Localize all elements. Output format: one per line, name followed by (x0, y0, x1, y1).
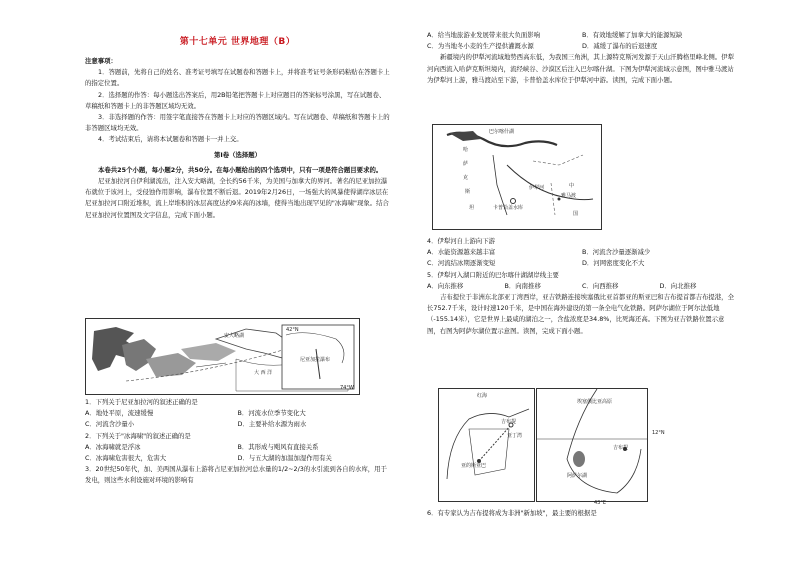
notice-item: 1．答题前，先将自己的姓名、准考证号填写在试题卷和答题卡上，并将准考证号条形码粘贴在答题卡上的指定位置。 (85, 68, 390, 88)
lon-label: 74°W (340, 385, 354, 391)
q1-option-a: A．地处平原，流速缓慢 (85, 409, 154, 418)
q3-option-a: A．给当地旅游业发展带来很大负面影响 (427, 31, 541, 39)
q4-option-c: C．河流结冰期逐渐变短 (427, 259, 496, 268)
ili-river-map (432, 124, 602, 230)
capital-label: 亚的斯亚巴 (461, 463, 487, 469)
lon-label: 43°E (594, 500, 607, 506)
kaz-char: 哈 (463, 147, 469, 153)
q5-option-b: B．向南推移 (504, 281, 541, 290)
right-column-bottom (427, 508, 737, 519)
q2-option-a: A．冰海啸就是浮冰 (85, 442, 141, 451)
passage-2: 新疆境内的伊犁河流域地势西高东低，为我国三角洲，其上源特克斯河发源于天山汗腾格里峰北侧。伊犁河向西流入哈萨克斯坦境内，流经峡谷、沙漠区后注入巴尔喀什湖。下图为伊犁河流域示意图，图中雅马渡站为伊犁河上游，雅马渡站至下游，卡普恰盖水库位于伊犁河中游。读图，完成下面小题。 (427, 53, 734, 84)
ocean-label: 大 西 洋 (254, 370, 273, 376)
plateau-label: 埃塞俄比亚高原 (577, 399, 613, 405)
lake-label: 安大略湖 (224, 333, 245, 339)
q4-option-a: A．水能资源越来越丰富 (427, 248, 496, 257)
lake-label: 阿萨尔湖 (567, 473, 588, 479)
right-column-top (427, 30, 737, 86)
question-5: 5．伊犁河入湖口附近的巴尔喀什湖湖岸线主要 (427, 270, 559, 279)
right-column-middle (427, 236, 737, 337)
page-title: 第十七单元 世界地理（B） (179, 37, 296, 47)
notice-item: 3．非选择题的作答：用签字笔直接答在答题卡上对应的答题区域内。写在试题卷、草稿纸和答题卡上的非答题区域均无效。 (85, 113, 390, 133)
q3-option-b: B．有效地缓解了加拿大的能源短缺 (582, 31, 683, 39)
lat-label: 42°N (286, 327, 299, 333)
river-label: 伊犁河 (529, 185, 545, 191)
djibouti-map-left-drawing (439, 389, 534, 501)
q2-option-b: B．其形成与飓风有直接关系 (237, 442, 319, 451)
notice-heading: 注意事项： (85, 57, 117, 65)
passage-1: 尼亚加拉河自伊利湖流出，注入安大略湖，全长约56千米，为美国与加拿大的界河。著名的尼亚加拉瀑布就位于该河上，受侵蚀作用影响，瀑布位置不断后退。2019年2月26日，一场强大的风暴使得湖岸冰层在尼亚加拉河口附近堆积，流上岸堆积的冰层高度达约9米高的冰墙，使得当地出现罕见的"冰海啸"现象。结合尼亚加拉河位置图及文字信息，完成下面小题。 (85, 177, 389, 219)
kaz-char: 斯 (465, 189, 471, 195)
q4-option-b: B．河流含沙量逐渐减少 (582, 248, 651, 257)
q1-option-c: C．河流含沙量小 (85, 420, 135, 429)
question-4: 4．伊犁河自上游向下游 (427, 237, 495, 245)
q1-option-d: D．主要补给水源为雨水 (237, 420, 307, 429)
lat-label: 12°N (652, 430, 665, 436)
passage-3: 吉布提位于非洲东北部亚丁湾西岸，亚吉铁路连接埃塞俄比亚首都亚的斯亚巴和吉布提首都吉布提港，全长752.7千米，设计时速120千米，是中国在海外建设的第一条全电气化铁路。阿萨尔湖位于阿尔法低地（-155.14米），它是世界上最咸的湖泊之一，含盐浓度是34.8%，比死海还高。下图为亚吉铁路位置示意图，右图为阿萨尔湖位置示意图。读图，完成下面小题。 (427, 293, 734, 335)
q2-option-c: C．冰海啸危害很大，危害大 (85, 454, 167, 463)
q5-option-c: C．向西推移 (582, 281, 619, 290)
kaz-char: 坦 (469, 205, 475, 211)
china-char: 国 (573, 211, 579, 217)
section-title: 第Ⅰ卷（选择题） (213, 150, 262, 159)
notice-item: 4．考试结束后，请将本试题卷和答题卡一并上交。 (98, 135, 243, 144)
q5-option-a: A．向东推移 (427, 281, 464, 290)
question-2: 2．下列关于"冰海啸"的叙述正确的是 (85, 431, 191, 440)
q4-option-d: D．河网密度变化不大 (582, 259, 645, 268)
left-column (85, 56, 390, 221)
inset-label: 尼亚加拉瀑布 (300, 357, 331, 363)
q2-option-d: D．与五大湖的加温加湿作用有关 (237, 454, 332, 463)
gulf-label: 亚丁湾 (507, 433, 523, 439)
china-char: 中 (569, 183, 575, 189)
section-intro: 本卷共25个小题，每小题2分，共50分。在每小题给出的四个选项中，只有一项是符合题目要求的。 (98, 165, 383, 174)
sea-label: 红海 (477, 393, 488, 399)
q3-option-d: D．减缓了瀑布的后退速度 (582, 42, 658, 51)
q5-option-d: D．向北推移 (659, 281, 697, 290)
question-3: 3．20世纪50年代，加、美两国从瀑布上游将占尼亚加拉河总水量的1/2~2/3的水引流到各自的水库，用于发电，则这些水利设施对环境的影响有 (85, 465, 387, 485)
city-label: 吉布提 (501, 419, 517, 425)
question-1: 1．下列关于尼亚加拉河的叙述正确的是 (85, 398, 198, 406)
station-label: 雅马渡 (561, 193, 577, 199)
djibouti-map-left (438, 388, 535, 502)
q1-option-b: B．河流水位季节变化大 (237, 409, 306, 418)
notice-item: 2．选择题的作答：每小题选出答案后，用2B铅笔把答题卡上对应题目的答案标号涂黑，写在试题卷、草稿纸和答题卡上的非答题区域均无效。 (85, 90, 386, 110)
q3-option-c: C．为当地冬小麦的生产提供灌溉水源 (427, 42, 534, 51)
city-label: 吉布提 (613, 445, 629, 451)
kaz-char: 萨 (463, 161, 469, 167)
question-6: 6．有专家认为吉布提将成为非洲"新加坡"，最主要的根据是 (427, 509, 597, 517)
kaz-char: 克 (463, 175, 469, 181)
lake-label: 巴尔喀什湖 (489, 129, 515, 135)
assal-lake-map-drawing (537, 389, 647, 501)
reservoir-label: 卡普恰盖水库 (493, 205, 524, 211)
assal-lake-map (536, 388, 648, 502)
left-questions (85, 397, 390, 487)
niagara-map (85, 318, 360, 395)
